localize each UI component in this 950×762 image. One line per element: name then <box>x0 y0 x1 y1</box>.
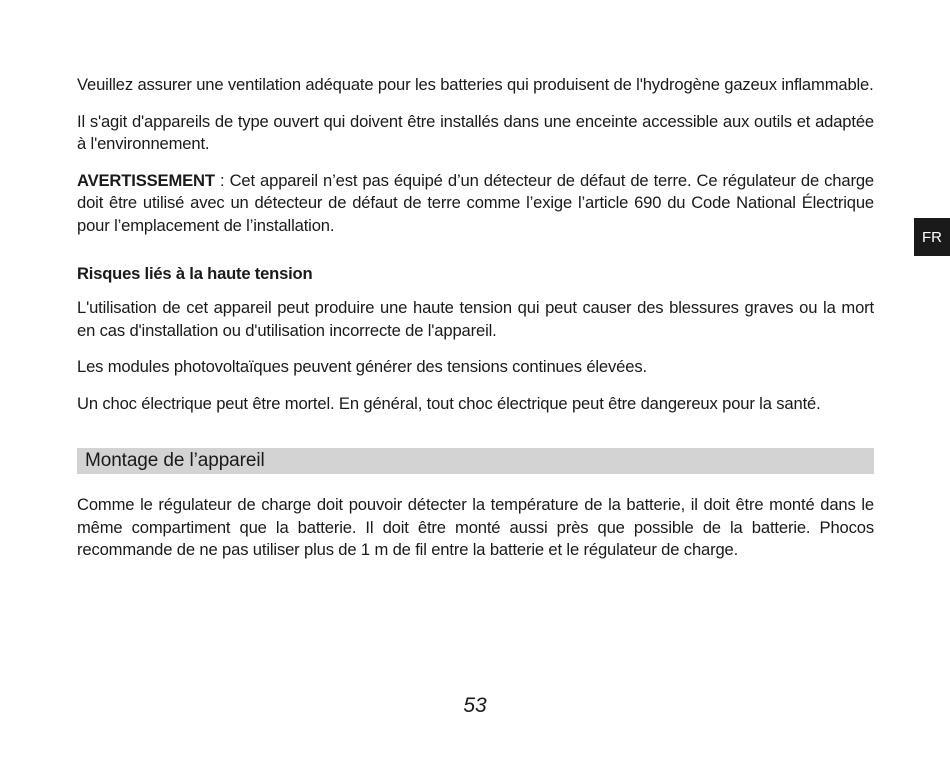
page-content <box>77 74 874 562</box>
section-header-mounting <box>77 448 874 474</box>
section-title: Montage de l’appareil <box>85 450 265 471</box>
paragraph-ventilation: Veuillez assurer une ventilation adéquate pour les batteries qui produisent de l'hydrogène gazeux inflammable. <box>77 75 874 94</box>
subheading-high-voltage: Risques liés à la haute tension <box>77 264 313 283</box>
paragraph-warning <box>77 170 874 238</box>
page-number: 53 <box>463 694 487 717</box>
paragraph-electric-shock: Un choc électrique peut être mortel. En général, tout choc électrique peut être dangereux pour la santé. <box>77 393 821 413</box>
paragraph-high-voltage-risk: L'utilisation de cet appareil peut produire une haute tension qui peut causer des blessures graves ou la mort en cas d'installation ou d'utilisation incorrecte de l'appareil. <box>77 298 874 340</box>
warning-text: : Cet appareil n’est pas équipé d’un détecteur de défaut de terre. Ce régulateur de charge doit être utilisé avec un détecteur de défaut de terre comme l’exige l’article 690 du Code National Électrique pour l’emplacement de l’installation. <box>77 170 874 235</box>
language-tab: FR <box>914 218 950 256</box>
warning-label: AVERTISSEMENT <box>77 170 215 190</box>
paragraph-open-type-devices: Il s'agit d'appareils de type ouvert qui doivent être installés dans une enceinte accessible aux outils et adaptée à l'environnement. <box>77 111 874 153</box>
paragraph-pv-modules: Les modules photovoltaïques peuvent générer des tensions continues élevées. <box>77 357 647 376</box>
paragraph-mounting: Comme le régulateur de charge doit pouvoir détecter la température de la batterie, il doit être monté dans le même compartiment que la batterie. Il doit être monté aussi près que possible de la batterie. Phocos recommande de ne pas utiliser plus de 1 m de fil entre la batterie et le régulateur de charge. <box>77 495 874 559</box>
